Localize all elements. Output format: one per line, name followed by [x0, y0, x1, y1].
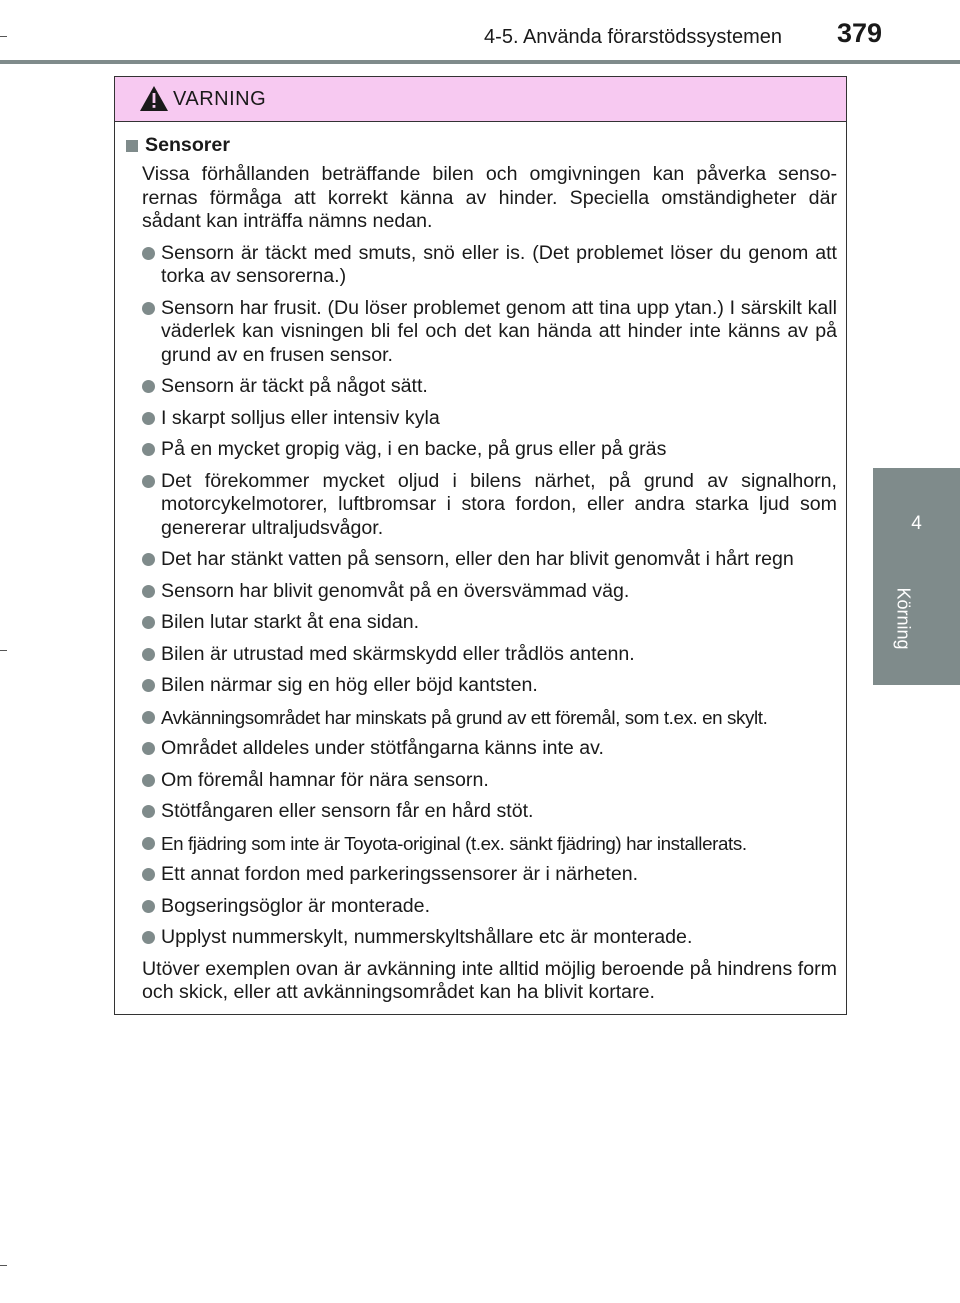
list-item-text: Området alldeles under stötfångarna känns inte av.: [161, 737, 604, 759]
list-item: [126, 375, 837, 399]
intro-paragraph: Vissa förhållanden beträffande bilen och omgivningen kan påverka senso-rernas förmåga att korrekt känna av hinder. Speciella omständigheter där sådant kan inträffa nämns nedan.: [142, 163, 837, 232]
warning-title: VARNING: [173, 88, 267, 110]
list-item-text: Avkänningsområdet har minskats på grund av ett föremål, som t.ex. en skylt.: [161, 706, 768, 728]
list-item: [126, 438, 837, 462]
list-item: [126, 548, 837, 572]
bullet-dot-icon: [142, 679, 155, 692]
section-heading: [126, 134, 837, 157]
section-title: 4-5. Använda förarstödssystemen: [484, 26, 782, 48]
bullet-dot-icon: [142, 774, 155, 787]
warning-body: [115, 122, 846, 1005]
list-item: [126, 895, 837, 919]
list-item: [126, 242, 837, 289]
warning-triangle-icon: [139, 85, 169, 112]
list-item-text: Sensorn är täckt med smuts, snö eller is. (Det problemet löser du genom att torka av sensorerna.): [161, 241, 837, 287]
bullet-dot-icon: [142, 302, 155, 315]
list-item-text: En fjädring som inte är Toyota-original (t.ex. sänkt fjädring) har installerats.: [161, 832, 747, 854]
list-item: [126, 832, 837, 856]
bullet-dot-icon: [142, 380, 155, 393]
list-item-text: Bogseringsöglor är monterade.: [161, 894, 431, 917]
list-item: [126, 643, 837, 667]
list-item-text: Upplyst nummerskylt, nummerskyltshållare etc är monterade.: [161, 926, 693, 948]
bullet-dot-icon: [142, 837, 155, 850]
chapter-tab: [873, 468, 960, 685]
chapter-number: 4: [911, 513, 922, 534]
bullet-dot-icon: [142, 443, 155, 456]
list-item-text: Om föremål hamnar för nära sensorn.: [161, 768, 489, 791]
bullet-dot-icon: [142, 900, 155, 913]
bullet-dot-icon: [142, 616, 155, 629]
bullet-dot-icon: [142, 805, 155, 818]
list-item: [126, 800, 837, 824]
section-heading-text: Sensorer: [145, 133, 230, 156]
list-item-text: Bilen är utrustad med skärmskydd eller trådlös antenn.: [161, 642, 635, 665]
chapter-label: Körning: [893, 587, 914, 650]
list-item-text: På en mycket gropig väg, i en backe, på grus eller på gräs: [161, 438, 667, 460]
header-rule: [0, 60, 960, 64]
bullet-dot-icon: [142, 475, 155, 488]
square-bullet-icon: [126, 140, 138, 152]
bullet-dot-icon: [142, 931, 155, 944]
warning-header: [115, 77, 846, 122]
list-item-text: Bilen närmar sig en hög eller böjd kantsten.: [161, 674, 538, 696]
list-item-text: Sensorn har frusit. (Du löser problemet genom att tina upp ytan.) I särskilt kall väderlek kan visningen bli fel och det kan hända att hinder inte känns av på grund av en frusen sensor.: [161, 296, 837, 366]
list-item: [126, 769, 837, 793]
bullet-dot-icon: [142, 412, 155, 425]
list-item: [126, 863, 837, 887]
bullet-dot-icon: [142, 553, 155, 566]
list-item-text: Ett annat fordon med parkeringssensorer är i närheten.: [161, 863, 639, 885]
list-item-text: Bilen lutar starkt åt ena sidan.: [161, 611, 420, 633]
list-item: [126, 611, 837, 635]
bullet-dot-icon: [142, 868, 155, 881]
list-item: [126, 737, 837, 761]
bullet-dot-icon: [142, 648, 155, 661]
list-item-text: Det har stänkt vatten på sensorn, eller den har blivit genomvåt i hårt regn: [161, 548, 794, 570]
list-item: [126, 580, 837, 604]
crop-mark: [0, 36, 7, 37]
bullet-dot-icon: [142, 711, 155, 724]
list-item: [126, 706, 837, 730]
bullet-dot-icon: [142, 742, 155, 755]
bullet-dot-icon: [142, 585, 155, 598]
chapter-label-wrap: [893, 578, 913, 658]
outro-paragraph: Utöver exemplen ovan är avkänning inte alltid möjlig beroende på hindrens form och skick, eller att avkänningsområdet kan ha blivit kortare.: [142, 957, 837, 1003]
list-item: [126, 674, 837, 698]
list-item-text: Det förekommer mycket oljud i bilens närhet, på grund av signalhorn, motorcykelmotorer, luftbromsar i stora fordon, eller andra starka ljud som genererar ultraljudsvågor.: [161, 469, 837, 539]
list-item: [126, 297, 837, 368]
bullet-dot-icon: [142, 247, 155, 260]
list-item: [126, 470, 837, 541]
list-item: [126, 407, 837, 431]
list-item-text: I skarpt solljus eller intensiv kyla: [161, 406, 440, 429]
list-item-text: Stötfångaren eller sensorn får en hård stöt.: [161, 800, 534, 822]
crop-mark: [0, 1265, 7, 1266]
page-number: 379: [836, 18, 882, 48]
list-item: [126, 926, 837, 950]
list-item-text: Sensorn är täckt på något sätt.: [161, 375, 428, 397]
list-item-text: Sensorn har blivit genomvåt på en översvämmad väg.: [161, 579, 630, 602]
crop-mark: [0, 650, 7, 651]
warning-box: [114, 76, 847, 1015]
